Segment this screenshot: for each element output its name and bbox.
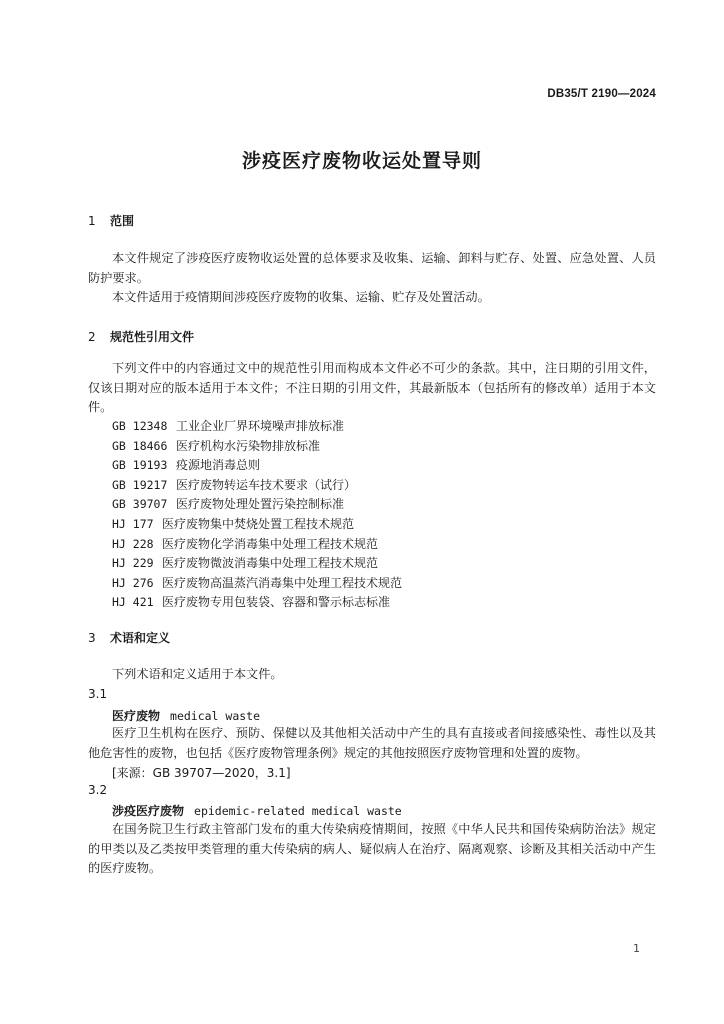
section-3-title: 术语和定义 [110, 631, 171, 645]
reference-item [112, 574, 402, 594]
reference-code: HJ 276 [112, 575, 154, 590]
term-source: [来源：GB 39707—2020，3.1] [112, 766, 291, 780]
term-entry [112, 802, 402, 819]
reference-item [112, 417, 402, 437]
section-3-heading [88, 629, 170, 646]
reference-item [112, 535, 402, 555]
reference-title: 工业企业厂界环境噪声排放标准 [176, 419, 345, 433]
reference-title: 医疗废物化学消毒集中处理工程技术规范 [162, 536, 379, 551]
reference-item [112, 456, 402, 476]
reference-item [112, 593, 402, 613]
reference-code: HJ 228 [112, 536, 154, 551]
reference-item [112, 495, 402, 515]
reference-title: 医疗机构水污染物排放标准 [176, 438, 321, 453]
normative-reference-list [112, 417, 402, 613]
section-2-number: 2 [88, 330, 96, 344]
reference-title: 医疗废物专用包装袋、容器和警示标志标准 [162, 595, 391, 610]
reference-code: GB 19193 [112, 458, 168, 473]
reference-title: 医疗废物高温蒸汽消毒集中处理工程技术规范 [162, 575, 403, 590]
reference-title: 医疗废物转运车技术要求（试行） [176, 477, 357, 492]
reference-code: GB 19217 [112, 477, 168, 492]
section-1-paragraph-1: 本文件规定了涉疫医疗废物收运处置的总体要求及收集、运输、卸料与贮存、处置、应急处置、人员防护要求。 [88, 251, 656, 285]
reference-title: 医疗废物处理处置污染控制标准 [176, 497, 345, 512]
page-number: 1 [633, 942, 640, 955]
reference-code: GB 18466 [112, 438, 168, 453]
reference-item [112, 515, 402, 535]
section-1-paragraph-2: 本文件适用于疫情期间涉疫医疗废物的收集、运输、贮存及处置活动。 [112, 290, 490, 304]
section-1-number: 1 [88, 214, 96, 228]
reference-code: HJ 421 [112, 595, 154, 610]
reference-title: 疫源地消毒总则 [176, 458, 261, 473]
term-definition: 医疗卫生机构在医疗、预防、保健以及其他相关活动中产生的具有直接或者间接感染性、毒性以及其他危害性的废物，也包括《医疗废物管理条例》规定的其他按照医疗废物管理和处置的废物。 [88, 726, 656, 760]
reference-code: GB 12348 [112, 419, 168, 433]
reference-code: HJ 177 [112, 516, 154, 531]
reference-item [112, 554, 402, 574]
section-1-heading [88, 212, 134, 229]
reference-item [112, 437, 402, 457]
section-2-heading [88, 328, 194, 345]
section-3-number: 3 [88, 631, 96, 645]
term-definition: 在国务院卫生行政主管部门发布的重大传染病疫情期间，按照《中华人民共和国传染病防治法》规定的甲类以及乙类按甲类管理的重大传染病的病人、疑似病人在治疗、隔离观察、诊断及其相关活动中产生的医疗废物。 [88, 822, 656, 875]
term-english: epidemic-related medical waste [194, 804, 402, 818]
document-title: 涉疫医疗废物收运处置导则 [241, 150, 482, 172]
section-2-intro: 下列文件中的内容通过文中的规范性引用而构成本文件必不可少的条款。其中，注日期的引用文件，仅该日期对应的版本适用于本文件；不注日期的引用文件，其最新版本（包括所有的修改单）适用于本文件。 [88, 361, 656, 414]
term-entry [112, 707, 260, 724]
reference-item [112, 476, 402, 496]
section-2-title: 规范性引用文件 [110, 330, 195, 344]
reference-title: 医疗废物集中焚烧处置工程技术规范 [162, 516, 355, 531]
term-chinese: 涉疫医疗废物 [112, 804, 185, 818]
term-english: medical waste [170, 709, 261, 723]
term-clause-number: 3.1 [88, 687, 108, 701]
section-3-intro: 下列术语和定义适用于本文件。 [112, 667, 283, 681]
section-1-title: 范围 [110, 214, 135, 228]
term-chinese: 医疗废物 [112, 709, 161, 723]
reference-code: HJ 229 [112, 556, 154, 571]
reference-title: 医疗废物微波消毒集中处理工程技术规范 [162, 556, 379, 571]
reference-code: GB 39707 [112, 497, 168, 512]
standard-number: DB35/T 2190—2024 [547, 88, 656, 100]
term-clause-number: 3.2 [88, 783, 108, 797]
